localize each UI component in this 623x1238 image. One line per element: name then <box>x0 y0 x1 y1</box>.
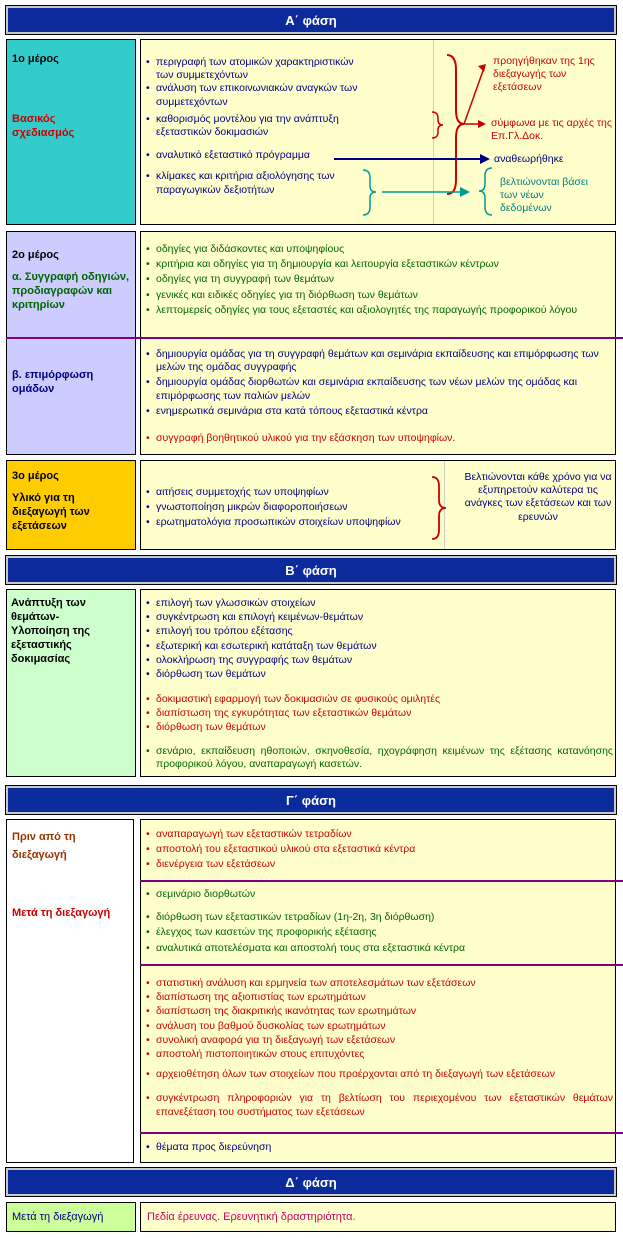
phase-c-label-box <box>6 819 134 1163</box>
phase-d-content <box>140 1202 616 1232</box>
part3-heading: 3ο μέρος <box>12 470 59 482</box>
brace-red-small-icon <box>432 112 443 138</box>
phase-c-group3 <box>145 977 613 1119</box>
phase-c-divider-3 <box>140 1132 623 1134</box>
list-item: • έλεγχος των κασετών της προφορικής εξέτασης <box>145 926 613 939</box>
list-item: • γνωστοποίηση μικρών διαφοροποιήσεων <box>145 501 445 514</box>
list-item: • συγκέντρωση και επιλογή κειμένων-θεμάτων <box>145 611 613 624</box>
part1-subheading: Βασικός σχεδιασμός <box>12 113 75 139</box>
arrow-red-icon <box>478 120 486 128</box>
part2-divider <box>6 337 623 339</box>
list-item: • συνολική αναφορά για τη διεξαγωγή των εξετάσεων <box>145 1034 613 1047</box>
list-item: • λεπτομερείς οδηγίες για τους εξεταστές και αξιολογητές της παραγωγής προφορικού λόγου <box>145 304 613 317</box>
note-according: σύμφωνα με τις αρχές της Επ.Γλ.Δοκ. <box>491 117 612 142</box>
list-item: • διόρθωση των εξεταστικών τετραδίων (1η-2η, 3η διόρθωση) <box>145 911 613 924</box>
part2-list-a <box>145 243 613 317</box>
list-item: • διόρθωση των θεμάτων <box>145 721 613 734</box>
list-item: • δημιουργία ομάδας διορθωτών και σεμινάρια εκπαίδευσης των νέων μελών της ομάδας και επιμόρφωσης των παλιών μελών <box>145 376 613 402</box>
list-item: • ανάλυση του βαθμού δυσκολίας των ερωτημάτων <box>145 1020 613 1033</box>
list-item: • ενημερωτικά σεμινάρια στα κατά τόπους εξεταστικά κέντρα <box>145 405 613 418</box>
phase-b-list-green <box>145 745 613 771</box>
phase-c-group4 <box>145 1141 613 1154</box>
part2-list-b-red <box>145 432 613 445</box>
phase-d-label: Μετά τη διεξαγωγή <box>12 1211 104 1223</box>
phase-c-group1 <box>145 828 613 872</box>
phase-b-list-navy <box>145 597 613 681</box>
part2-sub-a: α. Συγγραφή οδηγιών, προδιαγραφών και κριτηρίων <box>12 271 130 311</box>
list-item: • οδηγίες για τη συγγραφή των θεμάτων <box>145 273 613 286</box>
list-item: • κλίμακες και κριτήρια αξιολόγησης των παραγωγικών δεξιοτήτων <box>145 170 371 196</box>
part2-sub-b: β. επιμόρφωση ομάδων <box>12 369 94 395</box>
list-item: • στατιστική ανάλυση και ερμηνεία των αποτελεσμάτων των εξετάσεων <box>145 977 613 990</box>
phase-b-content <box>140 589 616 777</box>
list-item: • σενάριο, εκπαίδευση ηθοποιών, σκηνοθεσία, ηχογράφηση κειμένων της εξέτασης κατανόησης προφορικού λόγου, αναπαραγωγή κασετών. <box>145 745 613 771</box>
list-item: • εξωτερική και εσωτερική κατάταξη των θεμάτων <box>145 640 613 653</box>
list-item: • επιλογή των γλωσσικών στοιχείων <box>145 597 613 610</box>
list-item: • διαπίστωση της αξιοπιστίας των ερωτημάτων <box>145 991 613 1004</box>
list-item: • διαπίστωση της διακριτικής ικανότητας των ερωτημάτων <box>145 1005 613 1018</box>
brace-teal-right-icon <box>479 168 492 215</box>
part3-brace <box>430 474 450 544</box>
part3-subheading: Υλικό για τη διεξαγωγή των εξετάσεων <box>12 492 90 532</box>
phase-b-list-red <box>145 693 613 735</box>
brace-red-icon <box>432 477 446 539</box>
phase-b-label-box <box>6 589 136 777</box>
list-item: • διενέργεια των εξετάσεων <box>145 858 613 871</box>
phase-a-header: Α΄ φάση <box>6 6 616 34</box>
phase-c-group2 <box>145 888 613 955</box>
list-item: • καθορισμός μοντέλου για την ανάπτυξη εξεταστικών δοκιμασιών <box>145 113 371 139</box>
list-item: • επιλογή του τρόπου εξέτασης <box>145 625 613 638</box>
phase-b-header: Β΄ φάση <box>6 556 616 584</box>
list-item: • αναλυτικό εξεταστικό πρόγραμμα <box>145 149 371 162</box>
phase-c-divider-1 <box>140 880 623 882</box>
list-item: • ερωτηματολόγια προσωπικών στοιχείων υποψηφίων <box>145 516 445 529</box>
list-item: • θέματα προς διερεύνηση <box>145 1141 613 1154</box>
list-item: • αναλυτικά αποτελέσματα και αποστολή τους στα εξεταστικά κέντρα <box>145 942 613 955</box>
list-item: • αποστολή του εξεταστικού υλικού στα εξεταστικά κέντρα <box>145 843 613 856</box>
part2-label-box <box>6 231 136 455</box>
phase-d-text: Πεδία έρευνας. Ερευνητική δραστηριότητα. <box>147 1211 356 1223</box>
phase-c-header: Γ΄ φάση <box>6 786 616 814</box>
list-item: • σεμινάριο διορθωτών <box>145 888 613 901</box>
list-item: • αιτήσεις συμμετοχής των υποψηφίων <box>145 486 445 499</box>
phase-c-divider-2 <box>140 964 623 966</box>
note-revised: αναθεωρήθηκε <box>494 153 564 165</box>
part2-list-b <box>145 348 613 418</box>
list-item: • οδηγίες για διδάσκοντες και υποψηφίους <box>145 243 613 256</box>
list-item: • κριτήρια και οδηγίες για τη δημιουργία και λειτουργία εξεταστικών κέντρων <box>145 258 613 271</box>
phase-c-after: Μετά τη διεξαγωγή <box>12 907 111 919</box>
list-item: • συγγραφή βοηθητικού υλικού για την εξάσκηση των υποψηφίων. <box>145 432 613 445</box>
list-item: • δημιουργία ομάδας για τη συγγραφή θεμάτων και σεμινάρια εκπαίδευσης και επιμόρφωσης των μελών της ομάδας συγγραφής <box>145 348 613 374</box>
list-item: • αναπαραγωγή των εξεταστικών τετραδίων <box>145 828 613 841</box>
list-item: • αποστολή πιστοποιητικών στους επιτυχόντες <box>145 1048 613 1061</box>
part3-list <box>145 486 445 530</box>
part2-content <box>140 231 616 455</box>
part3-label-box <box>6 460 136 550</box>
arrow-teal-icon <box>460 187 470 197</box>
list-item: • ανάλυση των επικοινωνιακών αναγκών των συμμετεχόντων <box>145 82 371 108</box>
phase-c-before: Πριν από τη διεξαγωγή <box>12 831 76 861</box>
list-item: • διόρθωση των θεμάτων <box>145 668 613 681</box>
part2-heading: 2ο μέρος <box>12 249 59 261</box>
phase-d-label-box <box>6 1202 136 1232</box>
list-item: • ολοκλήρωση της συγγραφής των θεμάτων <box>145 654 613 667</box>
arrow-navy-icon <box>480 154 490 164</box>
list-item: • γενικές και ειδικές οδηγίες για τη διόρθωση των θεμάτων <box>145 289 613 302</box>
note-improved: βελτιώνονται βάσει των νέων δεδομένων <box>500 176 588 214</box>
brace-red-icon <box>447 55 464 194</box>
phase-d-header: Δ΄ φάση <box>6 1168 616 1196</box>
brace-teal-icon <box>363 170 376 215</box>
note-preceded: προηγήθηκαν της 1ης διεξαγωγής των εξετάσεων <box>493 55 595 93</box>
list-item: • συγκέντρωση πληροφοριών για τη βελτίωση του περιεχομένου των εξεταστικών θεμάτων επανεξέταση του συστήματος των εξετάσεων <box>145 1092 613 1118</box>
part1-heading: 1ο μέρος <box>12 53 59 65</box>
list-item: • διαπίστωση της εγκυρότητας των εξεταστικών θεμάτων <box>145 707 613 720</box>
list-item: • αρχειοθέτηση όλων των στοιχείων που προέρχονται από τη διεξαγωγή των εξετάσεων <box>145 1068 613 1081</box>
list-item: • δοκιμαστική εφαρμογή των δοκιμασιών σε φυσικούς ομιλητές <box>145 693 613 706</box>
list-item: • περιγραφή των ατομικών χαρακτηριστικών των συμμετεχόντων <box>145 56 371 82</box>
part3-content <box>140 460 616 550</box>
phase-b-label: Ανάπτυξη των θεμάτων- Υλοποίηση της εξεταστικής δοκιμασίας <box>11 597 90 665</box>
phase-c-content <box>140 819 616 1163</box>
part3-note: Βελτιώνονται κάθε χρόνο για να εξυπηρετούν καλύτερα τις ανάγκες των εξετάσεων και των ερευνών <box>464 471 612 523</box>
